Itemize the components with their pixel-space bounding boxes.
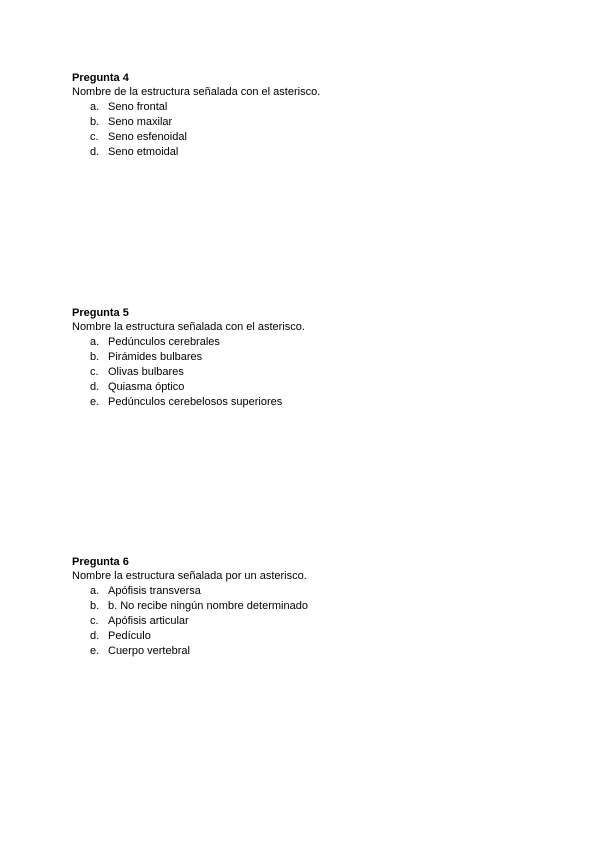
option-text: Pedículo [108, 630, 151, 642]
option-text: Olivas bulbares [108, 366, 184, 378]
question-text: Nombre la estructura señalada con el asterisco. [72, 321, 305, 333]
question-title: Pregunta 5 [72, 307, 129, 319]
question-5 [72, 306, 532, 410]
option-text: Seno maxilar [108, 116, 173, 128]
option-letter: b. [90, 600, 100, 612]
answer-option-c[interactable] [72, 614, 532, 629]
answer-option-d[interactable] [72, 145, 532, 160]
answer-options [72, 100, 532, 160]
option-text: Seno frontal [108, 101, 168, 113]
option-letter: b. [90, 351, 100, 363]
option-letter: a. [90, 585, 100, 597]
option-letter: d. [90, 381, 100, 393]
answer-option-d[interactable] [72, 380, 532, 395]
option-letter: e. [90, 396, 100, 408]
answer-option-d[interactable] [72, 629, 532, 644]
option-text: Apófisis articular [108, 615, 189, 627]
option-letter: c. [90, 366, 99, 378]
option-text: Quiasma óptico [108, 381, 185, 393]
answer-option-e[interactable] [72, 395, 532, 410]
answer-option-e[interactable] [72, 644, 532, 659]
question-4 [72, 71, 532, 160]
answer-options [72, 584, 532, 659]
option-letter: c. [90, 131, 99, 143]
option-text: Seno etmoidal [108, 146, 179, 158]
question-title: Pregunta 6 [72, 556, 129, 568]
answer-option-c[interactable] [72, 130, 532, 145]
answer-option-a[interactable] [72, 100, 532, 115]
answer-option-b[interactable] [72, 115, 532, 130]
option-letter: b. [90, 116, 100, 128]
option-text: Pedúnculos cerebelosos superiores [108, 396, 283, 408]
option-letter: a. [90, 101, 100, 113]
option-letter: c. [90, 615, 99, 627]
question-title: Pregunta 4 [72, 72, 129, 84]
option-letter: e. [90, 645, 100, 657]
option-text: Seno esfenoidal [108, 131, 187, 143]
question-6 [72, 555, 532, 659]
option-letter: d. [90, 146, 100, 158]
answer-option-a[interactable] [72, 335, 532, 350]
answer-option-b[interactable] [72, 599, 532, 614]
option-letter: d. [90, 630, 100, 642]
option-text: Cuerpo vertebral [108, 645, 190, 657]
option-letter: a. [90, 336, 100, 348]
option-text: Apófisis transversa [108, 585, 201, 597]
answer-option-a[interactable] [72, 584, 532, 599]
question-text: Nombre de la estructura señalada con el asterisco. [72, 86, 321, 98]
option-text: Pedúnculos cerebrales [108, 336, 220, 348]
answer-options [72, 335, 532, 410]
answer-option-b[interactable] [72, 350, 532, 365]
option-text: b. No recibe ningún nombre determinado [108, 600, 308, 612]
question-text: Nombre la estructura señalada por un asterisco. [72, 570, 307, 582]
answer-option-c[interactable] [72, 365, 532, 380]
option-text: Pirámides bulbares [108, 351, 203, 363]
